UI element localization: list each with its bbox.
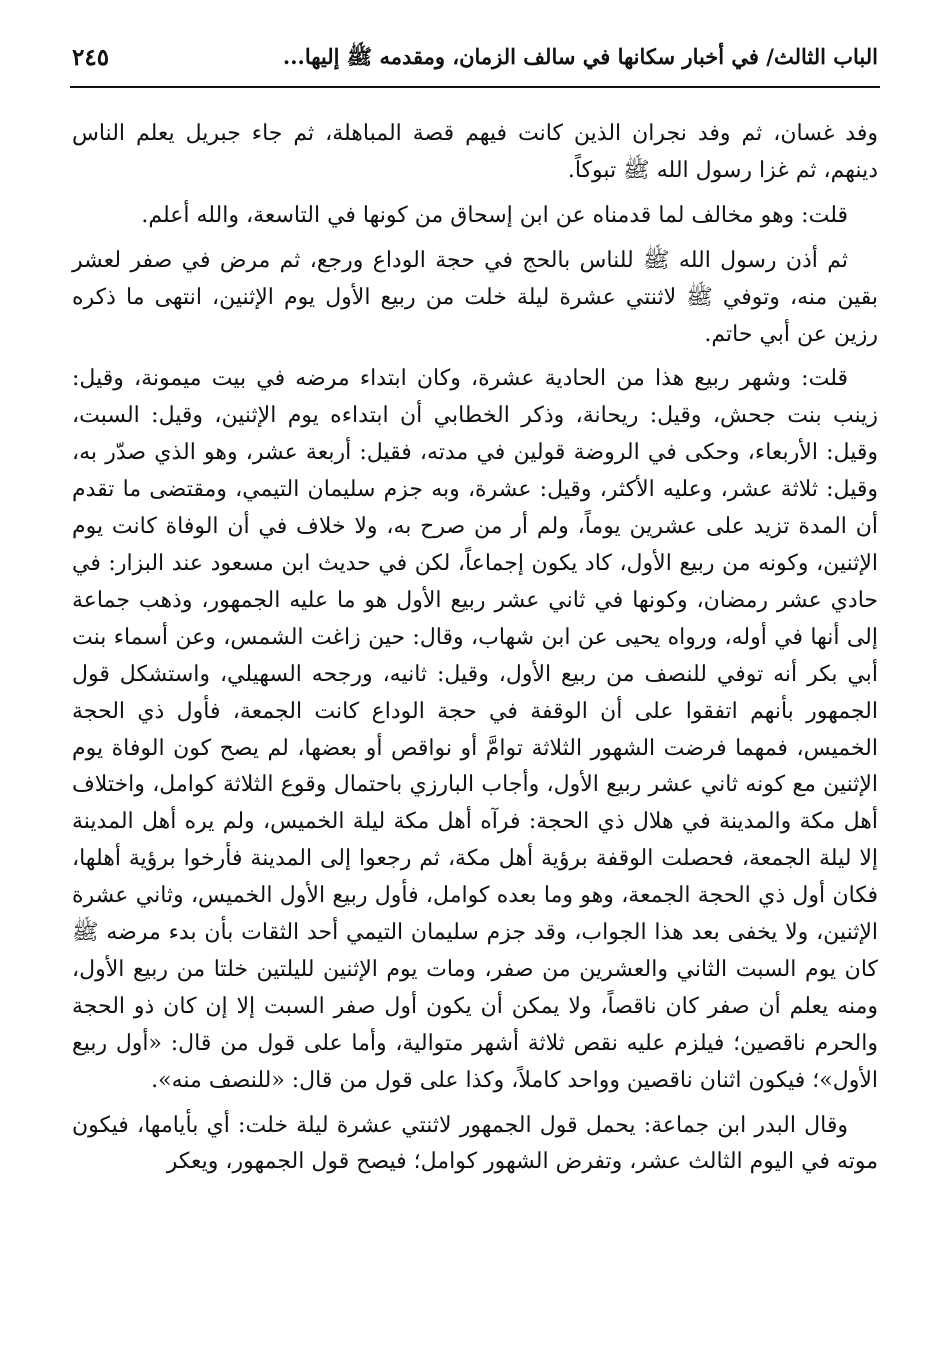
page-body [72, 116, 878, 1181]
paragraph: قلت: وشهر ربيع هذا من الحادية عشرة، وكان ابتداء مرضه في بيت ميمونة، وقيل: زينب بنت جحش، وقيل: ريحانة، وذكر الخطابي أن ابتداءه يوم الإثنين، وقيل: السبت، وقيل: الأربعاء، وحكى في الروضة قولين في مدته، فقيل: أربعة عشر، وهو الذي صدّر به، وقيل: ثلاثة عشر، وعليه الأكثر، وقيل: عشرة، وبه جزم سليمان التيمي، ومقتضى ما تقدم أن المدة تزيد على عشرين يوماً، ولم أر من صرح به، ولا خلاف في أن الوفاة كانت يوم الإثنين، وكونه من ربيع الأول، كاد يكون إجماعاً، لكن في حديث ابن مسعود عند البزار: في حادي عشر رمضان، وكونها في ثاني عشر ربيع الأول هو ما عليه الجمهور، وذهب جماعة إلى أنها في أوله، ورواه يحيى عن ابن شهاب، وقال: حين زاغت الشمس، وعن أسماء بنت أبي بكر أنه توفي للنصف من ربيع الأول، وقيل: ثانيه، ورجحه السهيلي، واستشكل قول الجمهور بأنهم اتفقوا على أن الوقفة في حجة الوداع كانت الجمعة، فأول ذي الحجة الخميس، فمهما فرضت الشهور الثلاثة توامَّ أو نواقص أو بعضها، لم يصح كون الوفاة يوم الإثنين مع كونه ثاني عشر ربيع الأول، وأجاب البارزي باحتمال وقوع الثلاثة كوامل، واختلاف أهل مكة والمدينة في هلال ذي الحجة: فرآه أهل مكة ليلة الخميس، ولم يره أهل المدينة إلا ليلة الجمعة، فحصلت الوقفة برؤية أهل مكة، ثم رجعوا إلى المدينة فأرخوا برؤية أهلها، فكان أول ذي الحجة الجمعة، وهو وما بعده كوامل، فأول ربيع الأول الخميس، وثاني عشرة الإثنين، ولا يخفى بعد هذا الجواب، وقد جزم سليمان التيمي أحد الثقات بأن بدء مرضه ﷺ كان يوم السبت الثاني والعشرين من صفر، ومات يوم الإثنين لليلتين خلتا من ربيع الأول، ومنه يعلم أن صفر كان ناقصاً، ولا يمكن أن يكون أول صفر السبت إلا إن كان ذو الحجة والحرم ناقصين؛ فيلزم عليه نقص ثلاثة أشهر متوالية، وأما على قول من قال: «أول ربيع الأول»؛ فيكون اثنان ناقصين وواحد كاملاً، وكذا على قول من قال: «للنصف منه». [72, 366, 878, 1093]
paragraph: وقال البدر ابن جماعة: يحمل قول الجمهور لاثنتي عشرة ليلة خلت: أي بأيامها، فيكون موته في اليوم الثالث عشر، وتفرض الشهور كوامل؛ فيصح قول الجمهور، ويعكر [72, 1112, 878, 1175]
page-number: ٢٤٥ [72, 44, 110, 71]
page-header [72, 34, 878, 84]
paragraph: ثم أذن رسول الله ﷺ للناس بالحج في حجة الوداع ورجع، ثم مرض في صفر لعشر بقين منه، وتوفي ﷺ لاثنتي عشرة ليلة خلت من ربيع الأول يوم الإثنين، انتهى ما ذكره رزين عن أبي حاتم. [72, 247, 879, 347]
paragraph: قلت: وهو مخالف لما قدمناه عن ابن إسحاق من كونها في التاسعة، والله أعلم. [141, 202, 848, 228]
running-title: الباب الثالث/ في أخبار سكانها في سالف الزمان، ومقدمه ﷺ إليها... [282, 44, 878, 69]
paragraph: وفد غسان، ثم وفد نجران الذين كانت فيهم قصة المباهلة، ثم جاء جبريل يعلم الناس دينهم، ثم غزا رسول الله ﷺ تبوكاً. [72, 121, 879, 183]
header-rule [70, 86, 880, 88]
